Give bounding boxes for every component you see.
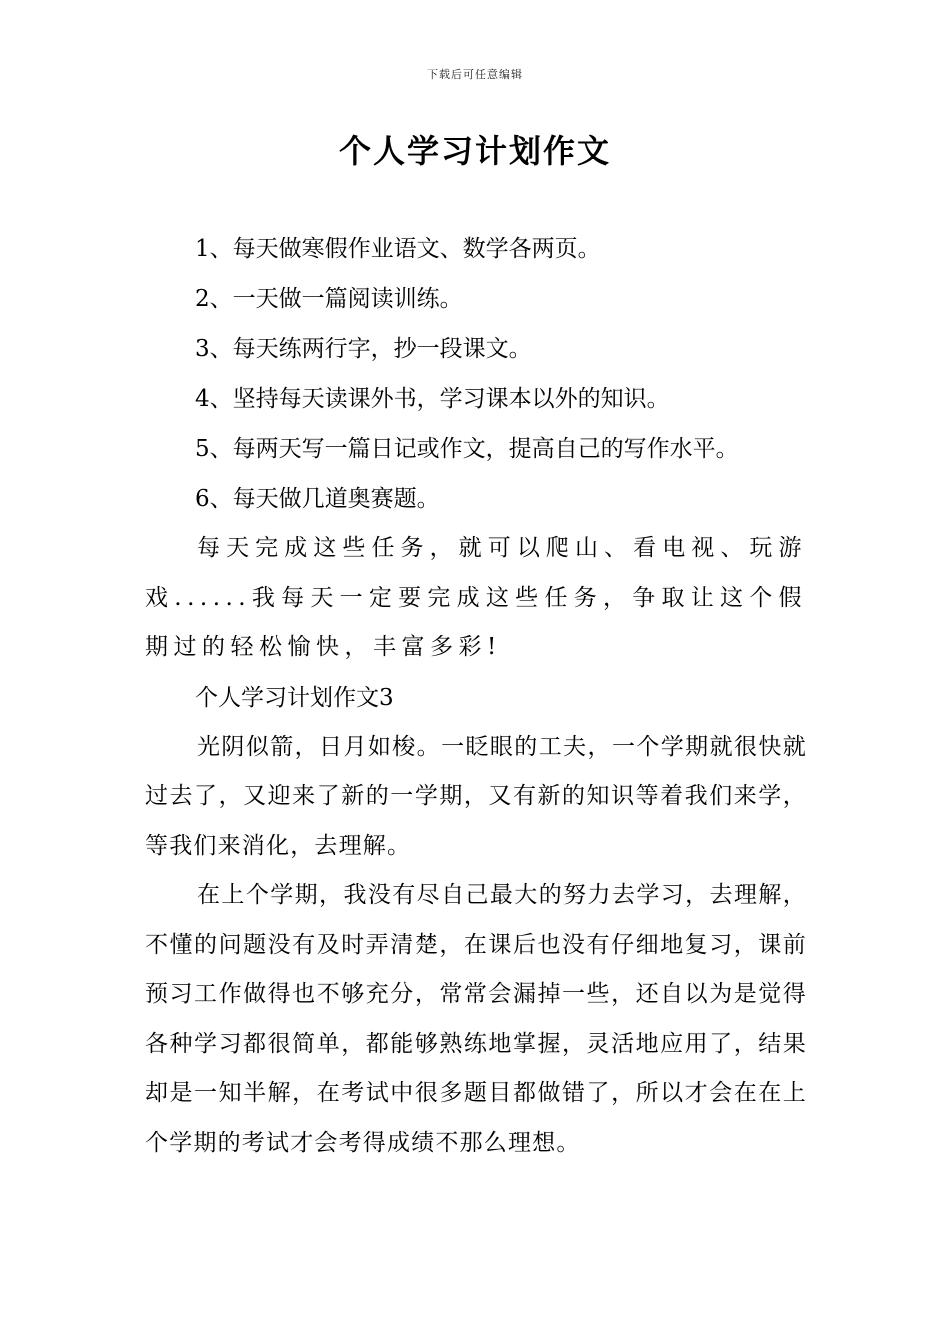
list-item: 2、一天做一篇阅读训练。 [195, 286, 463, 312]
header-note: 下载后可任意编辑 [427, 68, 523, 81]
document-title: 个人学习计划作文 [338, 132, 611, 170]
list-item: 6、每天做几道奥赛题。 [195, 486, 440, 512]
list-item: 4、坚持每天读课外书，学习课本以外的知识。 [195, 386, 670, 412]
list-item: 3、每天练两行字，抄一段课文。 [195, 336, 532, 362]
paragraph: 在上个学期，我没有尽自己最大的努力去学习，去理解，不懂的问题没有及时弄清楚，在课后也没有仔细地复习，课前预习工作做得也不够充分，常常会漏掉一些，还自以为是觉得各种学习都很简单，都能够熟练地掌握，灵活地应用了，结果却是一知半解，在考试中很多题目都做错了，所以才会在在上个学期的考试才会考得成绩不那么理想。 [145, 882, 807, 1156]
section-heading: 个人学习计划作文3 [195, 684, 394, 711]
closing-paragraph: 每天完成这些任务，就可以爬山、看电视、玩游戏......我每天一定要完成这些任务，争取让这个假期过的轻松愉快，丰富多彩! [145, 535, 807, 660]
paragraph: 光阴似箭，日月如梭。一眨眼的工夫，一个学期就很快就过去了，又迎来了新的一学期，又有新的知识等着我们来学，等我们来消化，去理解。 [145, 733, 807, 859]
list-item: 5、每两天写一篇日记或作文，提高自己的写作水平。 [195, 436, 739, 462]
document-body [145, 224, 807, 1168]
list-item: 1、每天做寒假作业语文、数学各两页。 [195, 236, 601, 262]
